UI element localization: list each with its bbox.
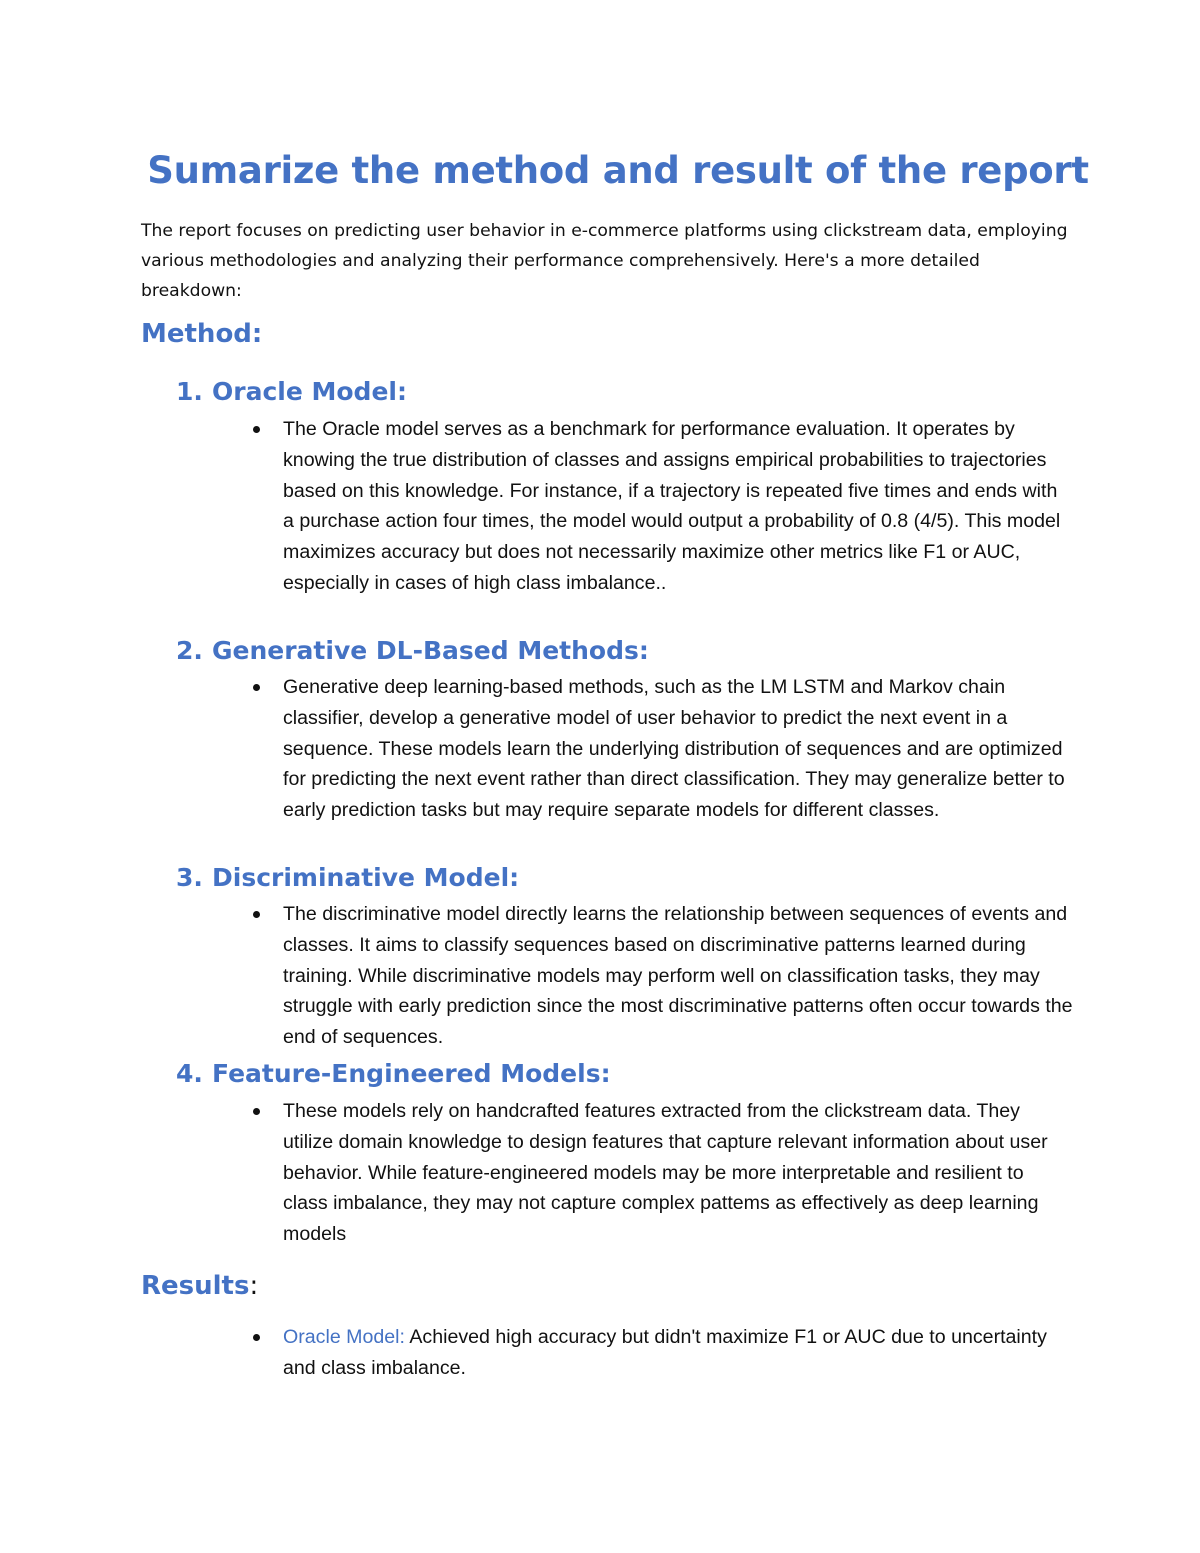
method-bullet-discriminative xyxy=(283,899,1073,1053)
method-item-heading-discriminative xyxy=(176,861,519,895)
list-number: 3. xyxy=(176,863,203,892)
bullet-dot-icon xyxy=(253,426,260,433)
bullet-text: The discriminative model directly learns the relationship between sequences of events and classes. It aims to classify sequences based on discriminative patterns learned during training. While discriminative models may perform well on classification tasks, they may struggle with early prediction since the most discriminative patterns often occur towards the end of sequences. xyxy=(283,903,1073,1049)
bullet-text: These models rely on handcrafted features extracted from the clickstream data. They utilize domain knowledge to design features that capture relevant information about user behavior. While feature-engineered models may be more interpretable and resilient to class imbalance, they may not capture complex pattems as effectively as deep learning models xyxy=(283,1100,1048,1246)
method-heading: Method: xyxy=(141,319,263,349)
results-heading-text: Results xyxy=(141,1271,250,1301)
results-heading xyxy=(141,1268,258,1304)
results-heading-colon: : xyxy=(249,1271,259,1301)
method-item-heading-generative xyxy=(176,634,649,668)
list-number: 2. xyxy=(176,636,203,665)
list-number: 4. xyxy=(176,1059,203,1088)
bullet-dot-icon xyxy=(253,1334,260,1341)
method-item-heading-feature-engineered xyxy=(176,1057,611,1091)
intro-paragraph: The report focuses on predicting user behavior in e-commerce platforms using clickstream data, employing various methodologies and analyzing their performance comprehensively. Here's a more detailed breakdown: xyxy=(141,221,1068,301)
method-item-title: Oracle Model: xyxy=(212,377,407,406)
bullet-dot-icon xyxy=(253,1108,260,1115)
method-bullet-feature-engineered xyxy=(283,1096,1073,1250)
method-bullet-generative xyxy=(283,672,1073,826)
bullet-text: The Oracle model serves as a benchmark for performance evaluation. It operates by knowing the true distribution of classes and assigns empirical probabilities to trajectories based on this knowledge. For instance, if a trajectory is repeated five times and ends with a purchase action four times, the model would output a probability of 0.8 (4/5). This model maximizes accuracy but does not necessarily maximize other metrics like F1 or AUC, especially in cases of high class imbalance.. xyxy=(283,418,1061,594)
method-item-title: Generative DL-Based Methods: xyxy=(212,636,649,665)
bullet-text: Generative deep learning-based methods, such as the LM LSTM and Markov chain classifier, develop a generative model of user behavior to predict the next event in a sequence. These models learn the underlying distribution of sequences and are optimized for predicting the next event rather than direct classification. They may generalize better to early prediction tasks but may require separate models for different classes. xyxy=(283,676,1065,822)
list-number: 1. xyxy=(176,377,203,406)
result-text: Achieved high accuracy but didn't maximize F1 or AUC due to uncertainty and class imbalance. xyxy=(283,1326,1047,1379)
method-item-title: Feature-Engineered Models: xyxy=(212,1059,611,1088)
method-item-title: Discriminative Model: xyxy=(212,863,520,892)
document-title: Sumarize the method and result of the report xyxy=(147,149,1089,192)
result-label: Oracle Model: xyxy=(283,1326,405,1348)
bullet-dot-icon xyxy=(253,911,260,918)
method-bullet-oracle xyxy=(283,414,1073,599)
result-bullet-oracle xyxy=(283,1322,1073,1384)
bullet-dot-icon xyxy=(253,684,260,691)
method-item-heading-oracle xyxy=(176,375,407,409)
